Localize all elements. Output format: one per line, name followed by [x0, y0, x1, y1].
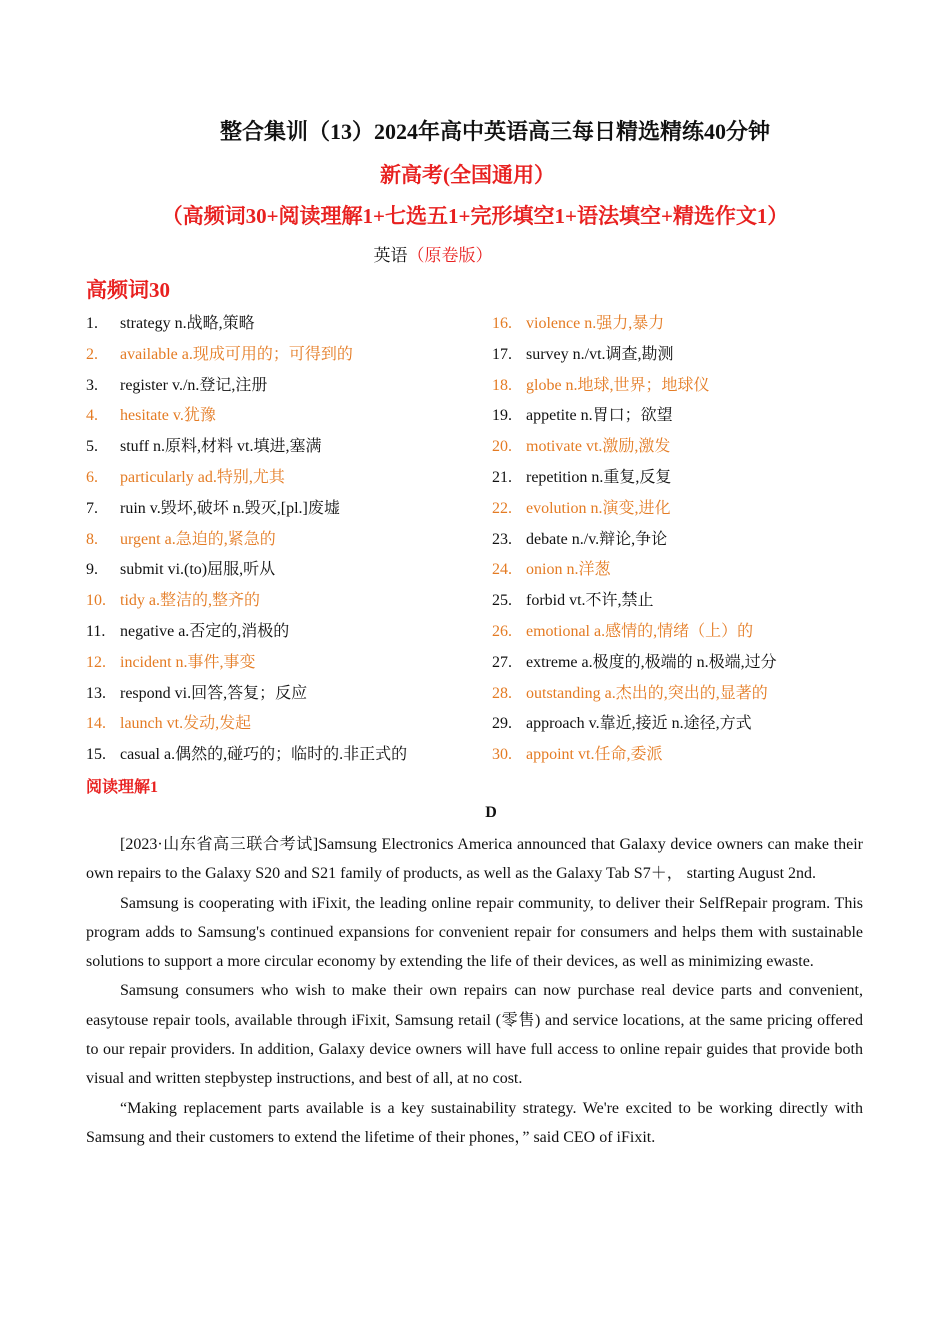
passage-paragraph: [2023·山东省高三联合考试]Samsung Electronics America announced that Galaxy device owners can make their own repairs to the Galaxy S20 and S21 family of products, as well as the Galaxy Tab S7＋， starting August 2nd. [86, 836, 863, 883]
vocab-item-text: violence n.强力,暴力 [526, 315, 665, 332]
vocab-item-text: submit vi.(to)屈服,听从 [120, 561, 276, 579]
passage-paragraph: Samsung is cooperating with iFixit, the leading online repair community, to deliver their SelfRepair program. This program adds to Samsung's continued expansions for convenient repair for consumers and helps them with sustainable solutions to support a more circular economy by extending the life of their devices, as well as minimizing ewaste. [86, 894, 863, 971]
vocab-item [492, 527, 872, 558]
vocab-list-left [86, 311, 466, 773]
reading-section-heading: 阅读理解1 [86, 779, 159, 796]
edition-line [0, 241, 866, 266]
vocab-item [492, 742, 872, 773]
vocab-item-number: 24. [492, 561, 512, 579]
document-title: 整合集训（13）2024年高中英语高三每日精选精练40分钟 [219, 119, 770, 144]
vocab-item [492, 434, 872, 465]
vocab-item-text: onion n.洋葱 [526, 561, 611, 579]
vocab-item-number: 12. [86, 653, 106, 671]
vocab-item-text: debate n./v.辩论,争论 [526, 530, 668, 548]
vocab-item-number: 9. [86, 561, 98, 579]
vocab-item [492, 588, 872, 619]
vocab-item-number: 28. [492, 684, 512, 702]
vocab-item-text: survey n./vt.调查,勘测 [526, 345, 674, 363]
vocab-item [492, 681, 872, 712]
vocab-item-text: repetition n.重复,反复 [526, 468, 672, 486]
vocab-item [492, 650, 872, 681]
vocab-item-text: respond vi.回答,答复；反应 [120, 684, 308, 702]
vocab-item-text: appoint vt.任命,委派 [526, 746, 663, 764]
edition-suffix: （原卷版） [407, 246, 493, 265]
vocab-item-number: 25. [492, 592, 512, 610]
vocab-item-number: 7. [86, 499, 98, 517]
vocab-item-number: 23. [492, 530, 512, 548]
vocab-item-text: urgent a.急迫的,紧急的 [120, 530, 276, 548]
document-contents-line: （高频词30+阅读理解1+七选五1+完形填空1+语法填空+精选作文1） [161, 204, 789, 228]
vocab-item-text: appetite n.胃口；欲望 [526, 407, 673, 425]
vocab-item-text: incident n.事件,事变 [120, 653, 256, 671]
vocab-item-number: 29. [492, 715, 512, 733]
vocab-item-number: 14. [86, 715, 106, 733]
edition-prefix: 英语 [373, 246, 408, 265]
vocab-item [492, 711, 872, 742]
vocab-item [86, 557, 466, 588]
vocab-item [86, 681, 466, 712]
vocab-item-number: 10. [86, 592, 106, 610]
vocab-item-text: casual a.偶然的,碰巧的；临时的.非正式的 [120, 746, 408, 764]
vocab-item-number: 4. [86, 407, 98, 425]
reading-passage [86, 830, 863, 1152]
passage-paragraph: “Making replacement parts available is a key sustainability strategy. We're excited to be working directly with Samsung and their customers to extend the lifetime of their phones，” said CEO of iFixit. [86, 1099, 863, 1146]
vocab-item [86, 311, 466, 342]
passage-paragraph: Samsung consumers who wish to make their own repairs can now purchase real device parts and convenient, easytouse repair tools, available through iFixit, Samsung retail (零售) and service locations, at the same pricing offered to our repair providers. In addition, Galaxy device owners will have full access to online repair guides that provide both visual and written stepbystep instructions, and best of all, at no cost. [86, 982, 863, 1088]
vocab-item-number: 6. [86, 468, 98, 486]
vocab-item-text: evolution n.演变,进化 [526, 499, 671, 517]
vocab-item [86, 342, 466, 373]
vocab-item-number: 3. [86, 376, 98, 394]
vocab-item-number: 18. [492, 376, 512, 394]
vocab-item [492, 342, 872, 373]
vocab-item-number: 22. [492, 499, 512, 517]
vocab-item [86, 588, 466, 619]
vocab-item-number: 2. [86, 345, 98, 363]
vocab-item [492, 496, 872, 527]
vocab-item-number: 1. [86, 315, 98, 332]
vocab-item [492, 403, 872, 434]
vocab-item-text: available a.现成可用的；可得到的 [120, 345, 353, 363]
vocab-item-number: 11. [86, 622, 106, 640]
vocab-item [86, 434, 466, 465]
vocab-item-text: register v./n.登记,注册 [120, 376, 268, 394]
vocab-item [86, 650, 466, 681]
vocab-item-text: tidy a.整洁的,整齐的 [120, 592, 260, 610]
vocab-item-text: motivate vt.激励,激发 [526, 438, 671, 456]
vocab-item-text: forbid vt.不许,禁止 [526, 592, 654, 610]
vocab-item-text: approach v.靠近,接近 n.途径,方式 [526, 715, 752, 733]
vocab-list-right [492, 311, 872, 773]
vocab-item-number: 8. [86, 530, 98, 548]
vocab-item-number: 17. [492, 345, 512, 363]
vocab-item-text: emotional a.感情的,情绪（上）的 [526, 622, 754, 640]
vocab-item-number: 27. [492, 653, 512, 671]
vocab-item-number: 15. [86, 746, 106, 764]
vocab-item-number: 16. [492, 315, 512, 332]
vocab-item [86, 527, 466, 558]
vocab-item-text: launch vt.发动,发起 [120, 715, 252, 733]
vocab-item-number: 30. [492, 746, 512, 764]
vocab-item [86, 742, 466, 773]
document-subtitle: 新高考(全国通用） [380, 163, 555, 187]
vocab-item-number: 13. [86, 684, 106, 702]
vocab-item [86, 711, 466, 742]
vocab-item [492, 465, 872, 496]
vocab-item-number: 21. [492, 468, 512, 486]
vocab-item-number: 5. [86, 438, 98, 456]
vocab-item-text: particularly ad.特别,尤其 [120, 468, 285, 486]
vocab-item-text: outstanding a.杰出的,突出的,显著的 [526, 684, 768, 702]
vocab-item-text: globe n.地球,世界；地球仪 [526, 376, 710, 394]
vocab-item [86, 465, 466, 496]
vocab-item [86, 403, 466, 434]
vocab-item [86, 619, 466, 650]
vocab-item-number: 20. [492, 438, 512, 456]
vocab-item [86, 496, 466, 527]
vocab-item [492, 311, 872, 342]
vocab-item-number: 26. [492, 622, 512, 640]
vocab-item-text: extreme a.极度的,极端的 n.极端,过分 [526, 653, 777, 671]
vocab-item [492, 373, 872, 404]
passage-label: D [485, 804, 497, 821]
vocab-item-text: ruin v.毁坏,破坏 n.毁灭,[pl.]废墟 [120, 499, 340, 517]
vocab-item-text: hesitate v.犹豫 [120, 407, 216, 425]
vocab-item [86, 373, 466, 404]
vocab-item [492, 619, 872, 650]
vocab-item-text: stuff n.原料,材料 vt.填进,塞满 [120, 438, 322, 456]
vocab-item-text: negative a.否定的,消极的 [120, 622, 290, 640]
vocab-item-number: 19. [492, 407, 512, 425]
vocab-item [492, 557, 872, 588]
vocab-item-text: strategy n.战略,策略 [120, 315, 255, 332]
vocab-section-heading: 高频词30 [86, 278, 170, 302]
